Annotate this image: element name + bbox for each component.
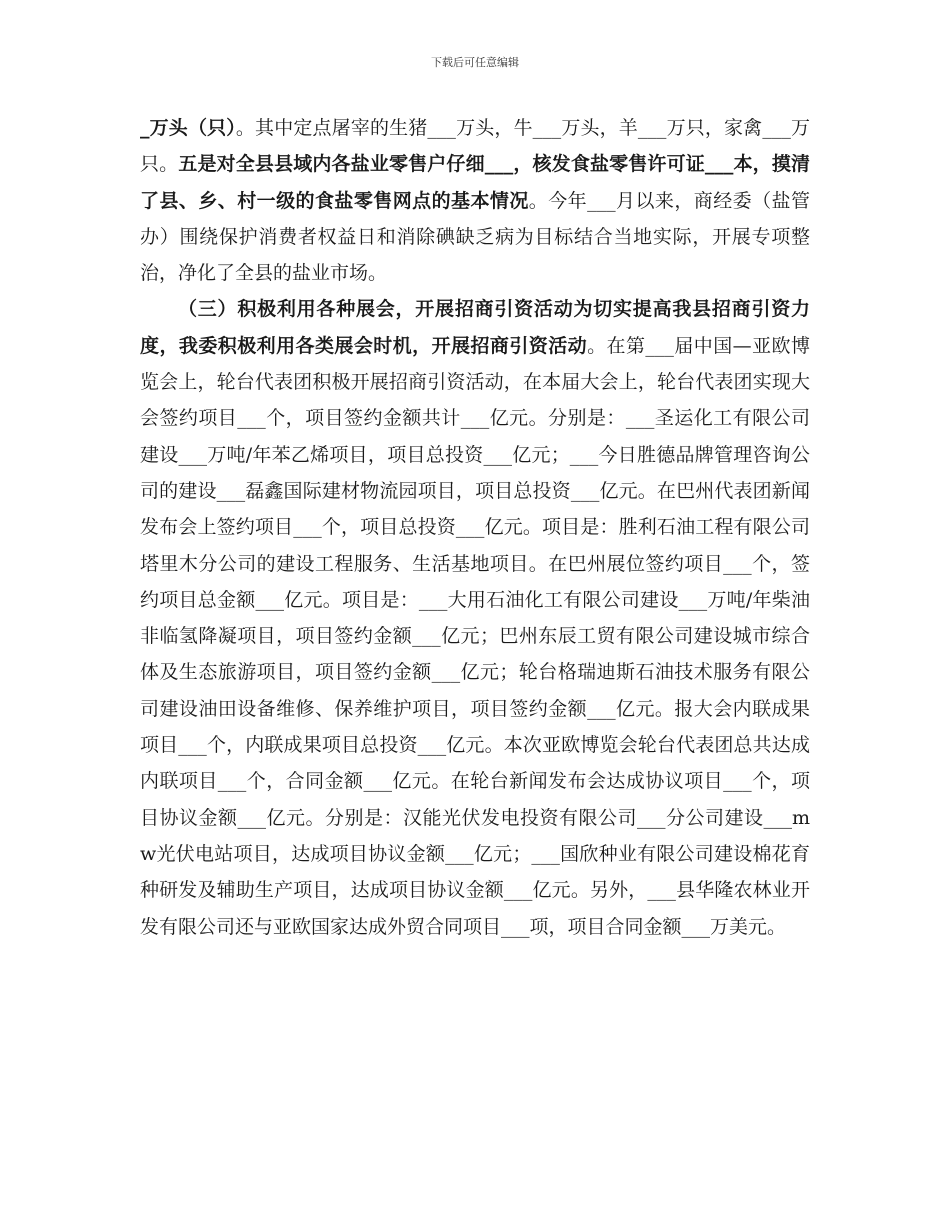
paragraph-2 bbox=[140, 291, 810, 944]
document-body bbox=[140, 110, 810, 945]
text-run: 。其中定点屠宰的生猪___万头，牛___万头，羊___万只，家禽___万只。 bbox=[140, 117, 810, 176]
text-run: 五是对全县县域内各盐业零售户仔细___，核发食盐零售许可证___本，摸清了县、乡、村一级的食盐零售网点的基本情况 bbox=[140, 153, 810, 212]
page-header: 下载后可任意编辑 bbox=[431, 56, 519, 69]
text-run: _万头（只） bbox=[140, 117, 236, 139]
paragraph-1 bbox=[140, 110, 810, 291]
section-heading-run: （三）积极利用各种展会，开展招商引资活动为切实提高我县招商引资力度，我委积极利用各类展会时机，开展招商引资活动 bbox=[140, 298, 810, 357]
text-run: 。在第___届中国—亚欧博览会上，轮台代表团积极开展招商引资活动，在本届大会上，轮台代表团实现大会签约项目___个，项目签约金额共计___亿元。分别是：___圣运化工有限公司建设___万吨/年苯乙烯项目，项目总投资___亿元；___今日胜德品牌管理咨询公司的建设___磊鑫国际建材物流园项目，项目总投资___亿元。在巴州代表团新闻发布会上签约项目___个，项目总投资___亿元。项目是：胜利石油工程有限公司塔里木分公司的建设工程服务、生活基地项目。在巴州展位签约项目___个，签约项目总金额___亿元。项目是：___大用石油化工有限公司建设___万吨/年柴油非临氢降凝项目，项目签约金额___亿元；巴州东辰工贸有限公司建设城市综合体及生态旅游项目，项目签约金额___亿元；轮台格瑞迪斯石油技术服务有限公司建设油田设备维修、保养维护项目，项目签约金额___亿元。报大会内联成果项目___个，内联成果项目总投资___亿元。本次亚欧博览会轮台代表团总共达成内联项目___个，合同金额___亿元。在轮台新闻发布会达成协议项目___个，项目协议金额___亿元。分别是：汉能光伏发电投资有限公司___分公司建设___mw光伏电站项目，达成项目协议金额___亿元；___国欣种业有限公司建设棉花育种研发及辅助生产项目，达成项目协议金额___亿元。另外，___县华隆农林业开发有限公司还与亚欧国家达成外贸合同项目___项，项目合同金额___万美元。 bbox=[140, 334, 810, 938]
text-run: 。今年___月以来，商经委（盐管办）围绕保护消费者权益日和消除碘缺乏病为目标结合当地实际，开展专项整治，净化了全县的盐业市场。 bbox=[140, 189, 810, 285]
